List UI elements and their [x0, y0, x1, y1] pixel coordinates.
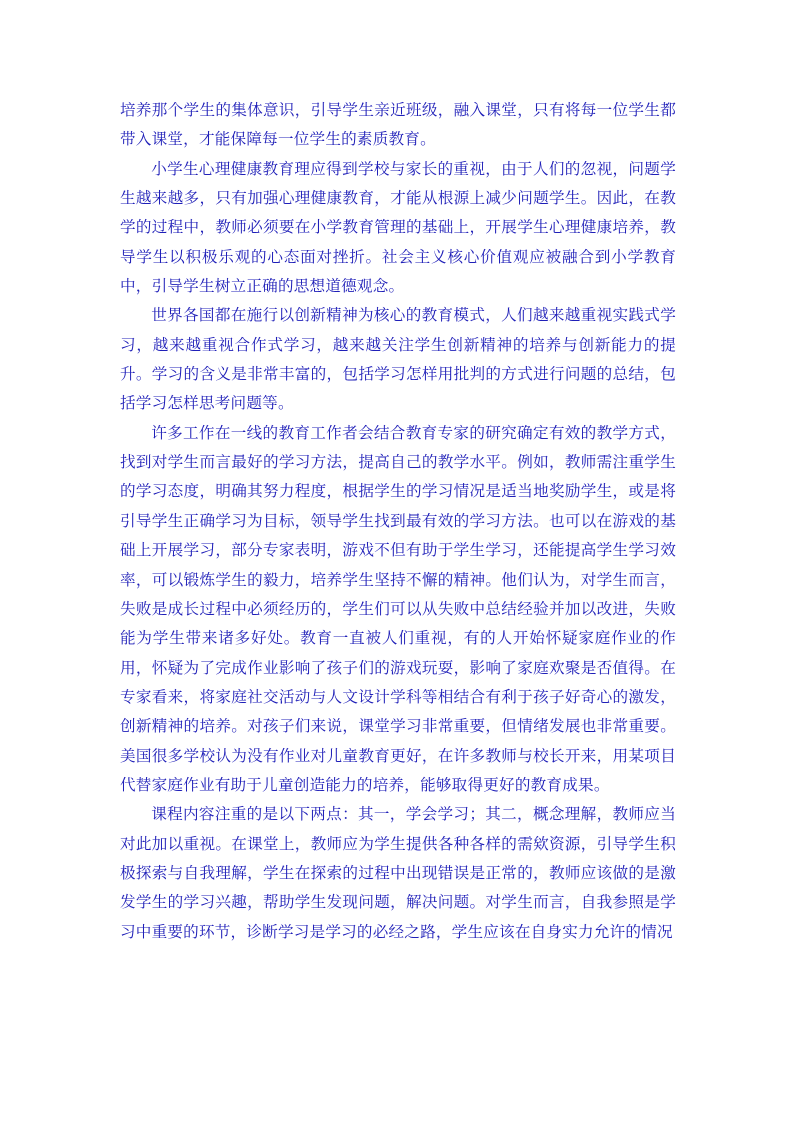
paragraph-innovation-education: 世界各国都在施行以创新精神为核心的教育模式，人们越来越重视实践式学习，越来越重视合作式学习，越来越关注学生创新精神的培养与创新能力的提升。学习的含义是非常丰富的，包括学习怎样用批判的方式进行问题的总结，包括学习怎样思考问题等。	[120, 306, 676, 413]
paragraph-continuation: 培养那个学生的集体意识，引导学生亲近班级，融入课堂，只有将每一位学生都带入课堂，才能保障每一位学生的素质教育。	[120, 101, 676, 149]
document-body	[120, 96, 676, 947]
paragraph-teaching-methods: 许多工作在一线的教育工作者会结合教育专家的研究确定有效的教学方式，找到对学生而言最好的学习方法，提高自己的教学水平。例如，教师需注重学生的学习态度，明确其努力程度，根据学生的学习情况是适当地奖励学生，或是将引导学生正确学习为目标，领导学生找到最有效的学习方法。也可以在游戏的基础上开展学习，部分专家表明，游戏不但有助于学生学习，还能提高学生学习效率，可以锻炼学生的毅力，培养学生坚持不懈的精神。他们认为，对学生而言，失败是成长过程中必须经历的，学生们可以从失败中总结经验并加以改进，失败能为学生带来诸多好处。教育一直被人们重视，有的人开始怀疑家庭作业的作用，怀疑为了完成作业影响了孩子们的游戏玩耍，影响了家庭欢聚是否值得。在专家看来，将家庭社交活动与人文设计学科等相结合有利于孩子好奇心的激发，创新精神的培养。对孩子们来说，课堂学习非常重要，但情绪发展也非常重要。美国很多学校认为没有作业对儿童教育更好，在许多教师与校长开来，用某项目代替家庭作业有助于儿童创造能力的培养，能够取得更好的教育成果。	[120, 423, 676, 794]
paragraph-course-content: 课程内容注重的是以下两点：其一，学会学习；其二，概念理解，教师应当对此加以重视。在课堂上，教师应为学生提供各种各样的需欸资源，引导学生积极探索与自我理解，学生在探索的过程中出现错误是正常的，教师应该做的是激发学生的学习兴趣，帮助学生发现问题，解决问题。对学生而言，自我参照是学习中重要的环节，诊断学习是学习的必经之路，学生应该在自身实力允许的情况	[120, 805, 676, 941]
paragraph-mental-health: 小学生心理健康教育理应得到学校与家长的重视，由于人们的忽视，问题学生越来越多，只有加强心理健康教育，才能从根源上减少问题学生。因此，在教学的过程中，教师必须要在小学教育管理的基础上，开展学生心理健康培养，教导学生以积极乐观的心态面对挫折。社会主义核心价值观应被融合到小学教育中，引导学生树立正确的思想道德观念。	[120, 159, 676, 296]
